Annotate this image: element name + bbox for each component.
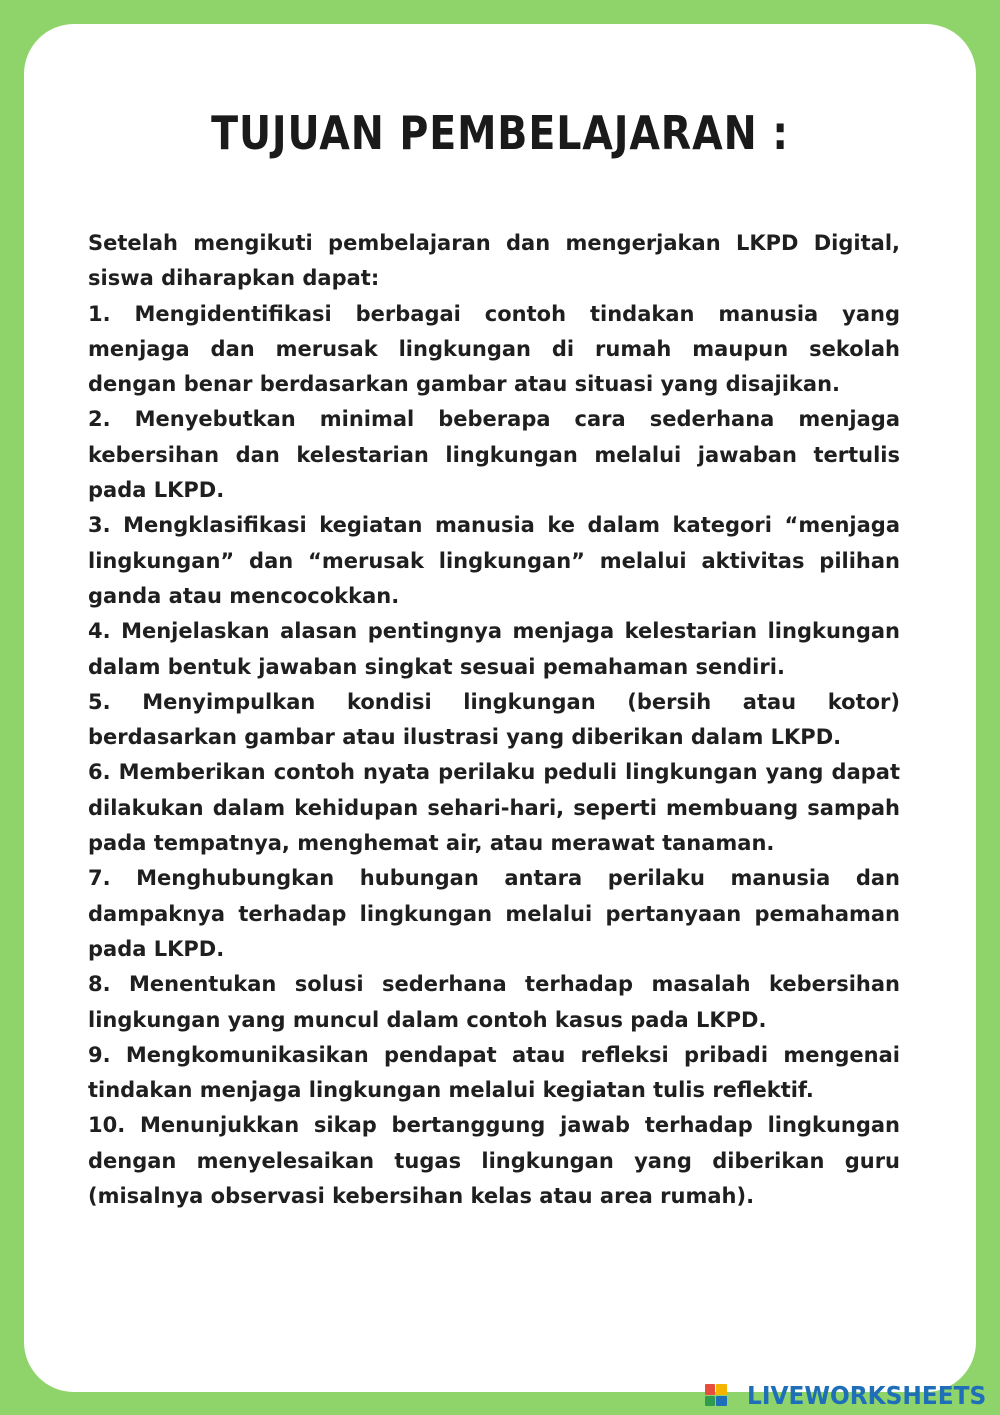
objective-item-7: 7. Menghubungkan hubungan antara perilaku manusia dan dampaknya terhadap lingkungan melalui pertanyaan pemahaman pada LKPD.: [88, 866, 900, 961]
liveworksheets-watermark[interactable]: [705, 1381, 986, 1409]
objective-item-10: 10. Menunjukkan sikap bertanggung jawab terhadap lingkungan dengan menyelesaikan tugas lingkungan yang diberikan guru (misalnya observasi kebersihan kelas atau area rumah).: [88, 1113, 900, 1209]
objectives-text: [88, 226, 900, 1214]
intro-paragraph: Setelah mengikuti pembelajaran dan mengerjakan LKPD Digital, siswa diharapkan dapat:: [88, 231, 900, 291]
objective-item-3: 3. Mengklasifikasi kegiatan manusia ke dalam kategori “menjaga lingkungan” dan “merusak lingkungan” melalui aktivitas pilihan ganda atau mencocokkan.: [88, 513, 900, 608]
objective-item-5: 5. Menyimpulkan kondisi lingkungan (bersih atau kotor) berdasarkan gambar atau ilustrasi yang diberikan dalam LKPD.: [88, 689, 900, 750]
objective-item-2: 2. Menyebutkan minimal beberapa cara sederhana menjaga kebersihan dan kelestarian lingkungan melalui jawaban tertulis pada LKPD.: [88, 407, 900, 503]
objective-item-1: 1. Mengidentifikasi berbagai contoh tindakan manusia yang menjaga dan merusak lingkungan di rumah maupun sekolah dengan benar berdasarkan gambar atau situasi yang disajikan.: [88, 301, 900, 397]
liveworksheets-logo-icon: [705, 1384, 727, 1406]
logo-square-yellow: [716, 1384, 727, 1395]
objective-item-8: 8. Menentukan solusi sederhana terhadap masalah kebersihan lingkungan yang muncul dalam contoh kasus pada LKPD.: [88, 972, 900, 1032]
objective-item-9: 9. Mengkomunikasikan pendapat atau refleksi pribadi mengenai tindakan menjaga lingkungan melalui kegiatan tulis reflektif.: [88, 1042, 900, 1103]
objective-item-4: 4. Menjelaskan alasan pentingnya menjaga kelestarian lingkungan dalam bentuk jawaban singkat sesuai pemahaman sendiri.: [88, 619, 900, 679]
logo-square-blue: [716, 1396, 727, 1407]
logo-square-red: [705, 1384, 716, 1395]
watermark-text: LIVEWORKSHEETS: [746, 1380, 986, 1410]
objective-item-6: 6. Memberikan contoh nyata perilaku peduli lingkungan yang dapat dilakukan dalam kehidupan sehari-hari, seperti membuang sampah pada tempatnya, menghemat air, atau merawat tanaman.: [88, 760, 900, 856]
logo-square-green: [705, 1396, 716, 1407]
page-title: TUJUAN PEMBELAJARAN :: [211, 106, 789, 160]
